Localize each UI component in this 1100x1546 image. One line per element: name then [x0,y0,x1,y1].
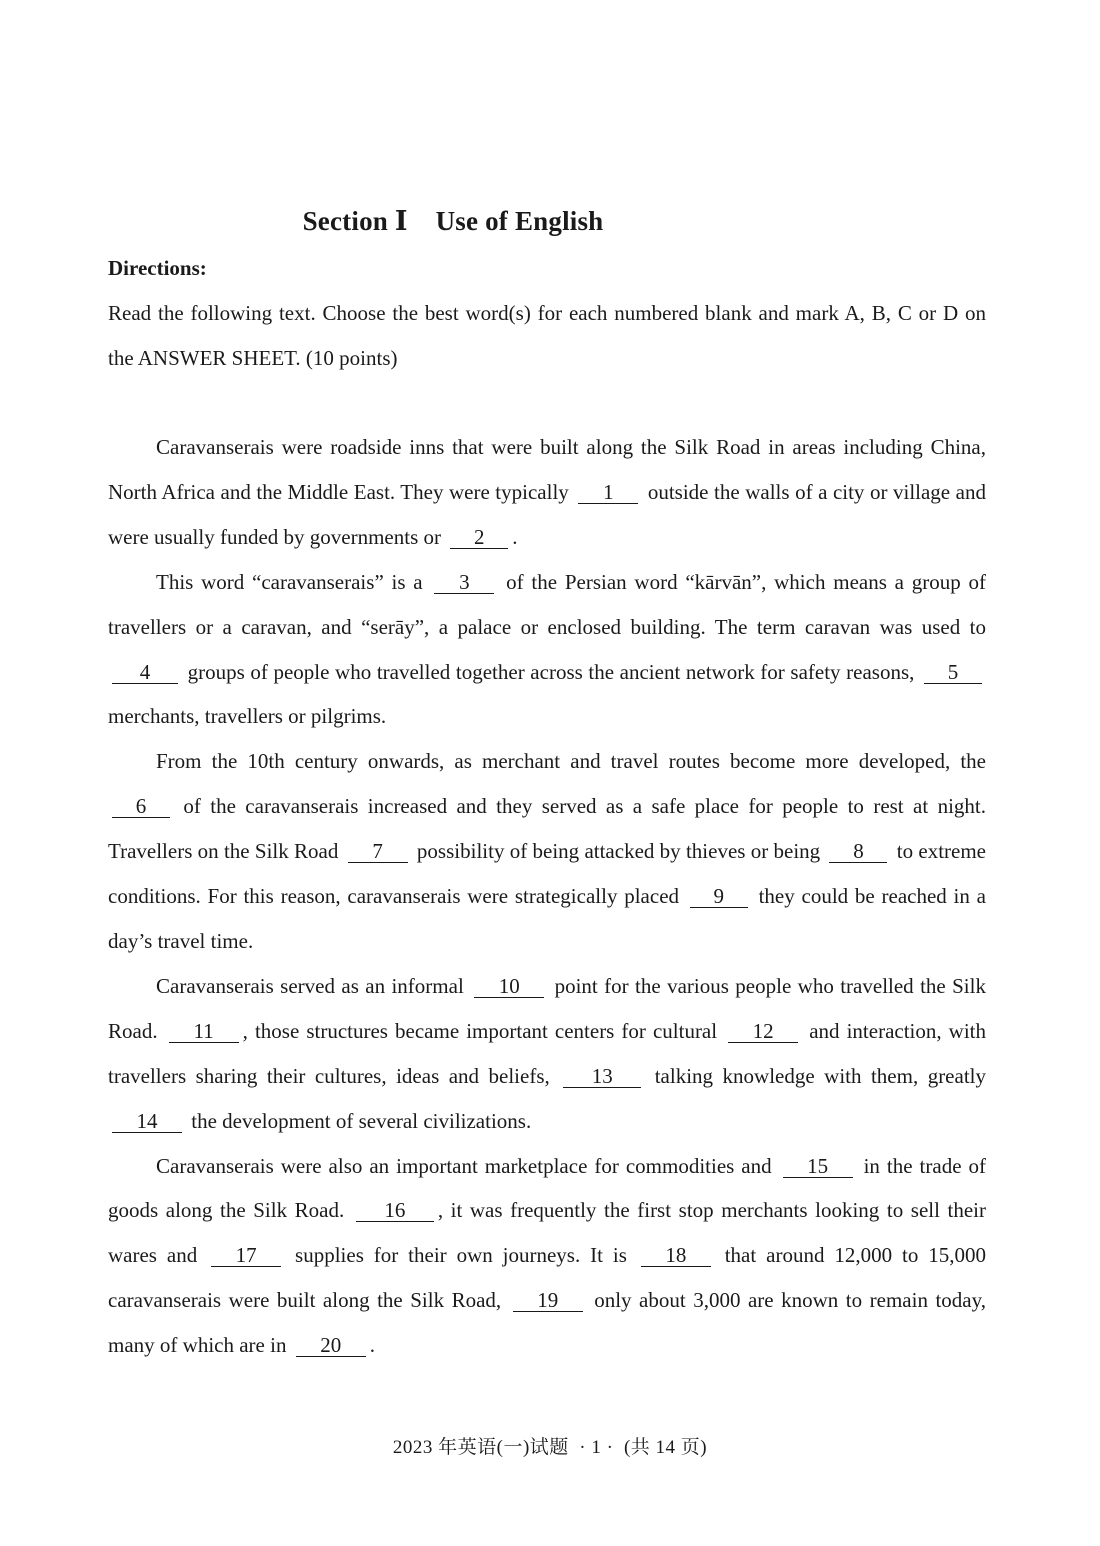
blank-6: 6 [112,795,170,818]
blank-2: 2 [450,526,508,549]
text-run: , those structures became important centers for cultural [242,1018,725,1043]
text-run: Caravanserais were also an important marketplace for commodities and [156,1153,779,1178]
blank-11: 11 [169,1020,239,1043]
blank-14: 14 [112,1110,182,1133]
blank-8: 8 [829,840,887,863]
directions-text: Read the following text. Choose the best word(s) for each numbered blank and mark A, B, C or D on the ANSWER SHEET. (10 points) [108,301,986,370]
blank-18: 18 [641,1244,711,1267]
text-run: of the caravanserais increased and they served as a safe place for people to rest at night. Travellers on the Silk Road [108,794,986,864]
directions-label: Directions: [108,256,207,280]
blank-7: 7 [348,840,408,863]
text-run: supplies for their own journeys. It is [285,1243,637,1268]
text-run: talking knowledge with them, greatly [645,1063,986,1088]
text-run: From the 10th century onwards, as merchant and travel routes become more developed, the [156,749,986,774]
blank-4: 4 [112,661,178,684]
blank-15: 15 [783,1155,853,1178]
blank-13: 13 [563,1065,641,1088]
blank-16: 16 [356,1199,434,1222]
text-run: of the Persian word “kārvān”, which means a group of travellers or a caravan, and “serāy”, a palace or enclosed building. The term caravan was used to [108,569,986,639]
text-run: point for the various people who travelled the Silk Road. [108,973,986,1043]
text-run: they could be reached in a day’s travel time. [108,884,986,953]
text-run: , it was frequently the first stop merchants looking to sell their wares and [108,1198,986,1268]
text-run: only about 3,000 are known to remain today, many of which are in [108,1288,986,1358]
text-run: outside the walls of a city or village and were usually funded by governments or [108,479,986,549]
blank-17: 17 [211,1244,281,1267]
paragraph-3 [108,739,986,964]
text-run: This word “caravanserais” is a [156,569,431,594]
text-run: that around 12,000 to 15,000 caravanserais were built along the Silk Road, [108,1243,987,1313]
text-run: in the trade of goods along the Silk Road. [108,1153,986,1223]
text-run: possibility of being attacked by thieves or being [411,839,826,864]
paragraph-4 [108,964,986,1144]
text-run: the development of several civilizations. [186,1108,532,1133]
blank-3: 3 [434,571,494,594]
text-run: . [369,1333,375,1358]
blank-10: 10 [474,975,544,998]
text-run: Caravanserais served as an informal [156,973,471,998]
text-run: Caravanserais were roadside inns that were built along the Silk Road in areas including China, North Africa and the Middle East. They were typically [108,435,986,504]
cloze-passage [108,425,986,1368]
paragraph-5 [108,1144,986,1369]
blank-5: 5 [924,661,982,684]
text-run: to extreme conditions. For this reason, caravanserais were strategically placed [108,839,986,909]
paragraph-1 [108,425,986,560]
text-run: groups of people who travelled together across the ancient network for safety reasons, [182,659,920,684]
blank-9: 9 [690,885,748,908]
page-footer: 2023 年英语(一)试题 · 1 · (共 14 页) [392,1437,708,1458]
text-run: merchants, travellers or pilgrims. [108,704,387,729]
blank-12: 12 [728,1020,798,1043]
text-run: and interaction, with travellers sharing their cultures, ideas and beliefs, [108,1018,987,1088]
blank-1: 1 [578,481,638,504]
blank-20: 20 [296,1334,366,1357]
blank-19: 19 [513,1289,583,1312]
text-run: . [512,524,518,549]
paragraph-2 [108,560,986,740]
section-title: Section Ⅰ Use of English [302,206,604,236]
